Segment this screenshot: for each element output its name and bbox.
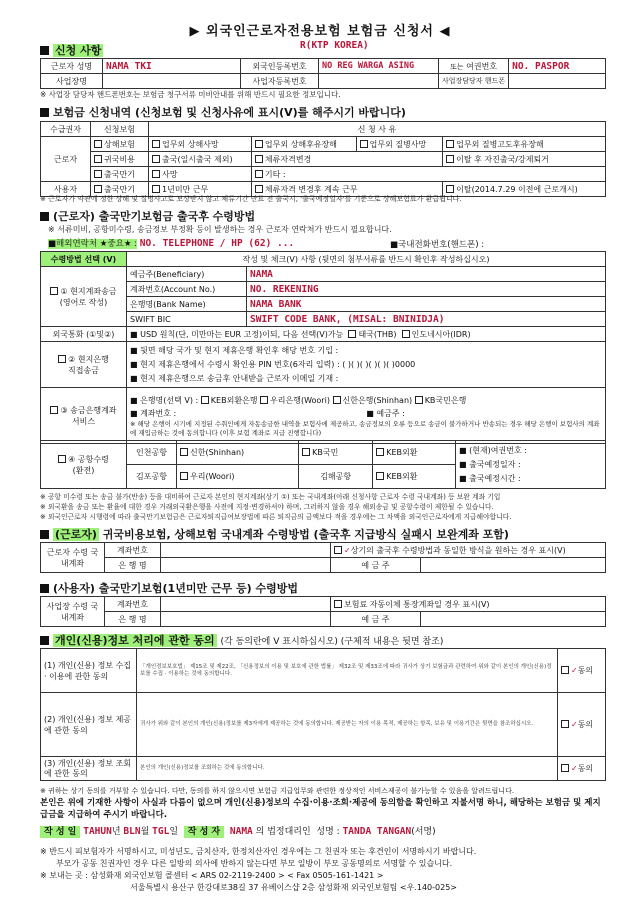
sign-label: 성명 : — [316, 827, 340, 837]
m3-holder[interactable]: ■ 예금주 : — [366, 408, 405, 418]
keb-label: KEB외환은행 — [210, 395, 258, 405]
incheon-shinhan: 신한(Shinhan) — [190, 448, 245, 457]
name-label: 근로자 성명 — [41, 59, 103, 74]
r2b-checkbox[interactable] — [255, 155, 263, 163]
overseas-value[interactable]: NO. TELEPHONE / HP (62) ... — [139, 238, 295, 249]
m3-label: ③ 송금은행계좌 — [60, 405, 117, 415]
payment-note-3: ※ 외국인근로자 시행령에 따라 출국만기보험금은 근로자퇴직급여보장법에 따른 퇴직금의 금액보다 적을 경우에는 그 차액을 외국인근로자에게 지급해야합니다. — [40, 513, 512, 521]
gimpo-label: 김포공항 — [127, 465, 177, 489]
footer-line1: ※ 반드시 피보험자가 서명하시고, 미성년도, 금치산자, 한정치산자인 경우에는 그 친권자 또는 후견인이 서명하시기 바랍니다. — [40, 847, 477, 856]
shinhan-label: 신한은행(Shinhan) — [342, 395, 413, 405]
worker-label: 근로자 — [41, 137, 91, 182]
consent3-title: (3) 개인(신용) 정보 조회에 관한 동의 — [41, 757, 137, 781]
airport-table — [40, 440, 606, 489]
consent-declaration: 본인은 위에 기재한 사항이 사실과 다름이 없으며 개인(신용)정보의 수집·이용·조회·제공에 동의함을 확인하고 지불서명 하니, 해당하는 보험금 및 제지급금을 지급하여 주시기 바랍니다. — [40, 798, 601, 820]
idr-checkbox[interactable] — [402, 330, 410, 338]
day-label: 일 — [169, 827, 179, 837]
consent2-title: (2) 개인(신용) 정보 제공에 관한 동의 — [41, 693, 137, 757]
employer-acct-field[interactable] — [161, 597, 331, 612]
domestic-row-label: 근로자 수령 국내계좌 — [41, 543, 105, 573]
gimhae-keb: KEB외환 — [386, 472, 418, 481]
r1c-label: 업무외 질병사망 — [369, 139, 427, 149]
section-claim: 보험금 신청내역 (신청보험 및 신청사유에 표시(V)를 해주시기 바랍니다) — [40, 104, 406, 120]
beneficiary-label: 예금주(Beneficiary) — [127, 267, 247, 282]
month-label: 월 — [140, 827, 150, 837]
domestic-acct-label: 계좌번호 — [105, 543, 161, 558]
domestic-bank-field[interactable] — [161, 558, 331, 573]
employer-label: 사용자 — [41, 182, 91, 197]
consent3-fine: 본인의 개인(신용)정보를 조회하는 것에 동의합니다. — [137, 757, 558, 781]
workplace-field[interactable] — [103, 74, 241, 89]
date-year[interactable]: TAHUN — [83, 826, 112, 837]
swift-value[interactable]: SWIFT CODE BANK, (MISAL: BNINIDJA) — [250, 313, 445, 325]
rep-label: 의 법정대리인 — [255, 827, 311, 837]
employer-row-label: 사업장 수령 국내계좌 — [41, 597, 105, 627]
consent2-agree: 동의 — [577, 720, 594, 729]
m4-label: ④ 공항수령 — [68, 454, 109, 464]
date-month[interactable]: BLN — [123, 826, 141, 837]
reg-label: 외국인등록번호 — [241, 59, 319, 74]
passport-field[interactable]: ■ (현재)여권번호 : — [459, 445, 527, 455]
r2c-checkbox[interactable] — [446, 155, 454, 163]
method-header: 수령방법 선택 (V) — [41, 252, 127, 267]
bankname-value[interactable]: NAMA BANK — [250, 298, 302, 310]
m3b-label: 서비스 — [71, 416, 96, 426]
r3b-label: 기타 : — [264, 169, 286, 179]
m1b-label: (영어로 작성) — [59, 297, 108, 307]
reg-value[interactable]: NO REG WARGA ASING — [322, 61, 415, 71]
section-employer: (사용자) 출국만기보험(1년미만 근무 등) 수령방법 — [40, 580, 298, 596]
consent-warning: ※ 귀하는 상기 동의를 거부할 수 있습니다. 다만, 동의를 하지 않으시면 보험금 지급업무와 관련한 정상적인 서비스제공이 불가능할 수 있음을 알려드립니다. — [40, 787, 515, 795]
woori-label: 우리은행(Woori) — [270, 395, 330, 405]
workplace-label: 사업장명 — [41, 74, 103, 89]
m2-pin[interactable]: ■ 현지 제휴은행에서 수령시 확인용 PIN 번호(6자리 입력) : ( )( )( )( )( )( )0000 — [130, 359, 416, 369]
domestic-holder-field[interactable] — [421, 558, 606, 573]
employer-bank-label: 은 행 명 — [105, 612, 161, 627]
incheon-keb-checkbox[interactable] — [376, 448, 384, 456]
r2b-label: 체류자격변경 — [264, 154, 312, 164]
gimpo-woori-checkbox[interactable] — [180, 472, 188, 480]
kb-checkbox[interactable] — [415, 396, 423, 404]
manager-phone-field[interactable] — [509, 74, 606, 89]
bizno-field[interactable] — [319, 74, 439, 89]
m2b-label: 직접송금 — [68, 365, 99, 375]
idr-label: 인도네시아(IDR) — [411, 329, 471, 339]
r3a-label: 사망 — [162, 169, 178, 179]
m2-line1: ■ 뒷면 해당 국가 및 현지 제휴은행 확인후 해당 번호 기입 : — [130, 345, 339, 355]
r1b-checkbox[interactable] — [255, 140, 263, 148]
r1a-label: 업무외 상해사망 — [162, 139, 219, 149]
m3-account[interactable]: ■ 계좌번호 : — [130, 408, 177, 418]
incheon-kb-checkbox[interactable] — [302, 448, 310, 456]
section-application: 신청 사항 — [40, 42, 103, 58]
ins3-checkbox[interactable] — [94, 170, 102, 178]
writer-value[interactable]: NAMA — [229, 826, 253, 837]
writer-label: 작 성 자 — [184, 826, 224, 838]
section-consent: 개인(신용)정보 처리에 관한 동의 (각 동의란에 V 표시하십시오) (구체적 내용은 뒷면 참조) — [40, 632, 443, 648]
consent2-fine: 귀사가 위와 같이 본인의 개인(신용)정보를 제3자에게 제공하는 것에 동의합니다. 제공받는 자의 이용 목적, 제공하는 항목, 보유 및 이용기간은 뒷면을 참조하십시오. — [137, 693, 558, 757]
autopay-label: 보험료 자동이체 통장계좌일 경우 표시(V) — [344, 599, 490, 609]
consent2-checkbox[interactable] — [561, 720, 569, 728]
method-desc: 작성 및 체크(V) 사항 (뒷면의 첨부서류를 반드시 확인후 작성하십시오) — [127, 252, 606, 267]
m3-bank-label: ■ 은행명(선택 V) : — [130, 395, 199, 405]
m4-checkbox[interactable] — [58, 455, 66, 463]
woori-checkbox[interactable] — [260, 396, 268, 404]
r4a-checkbox[interactable] — [152, 185, 160, 193]
consent3-agree: 동의 — [577, 764, 594, 773]
date-label: 작 성 일 — [40, 826, 80, 838]
account-label: 계좌번호(Account No.) — [127, 282, 247, 297]
bizno-label: 사업자등록번호 — [241, 74, 319, 89]
r3b-checkbox[interactable] — [255, 170, 263, 178]
thb-checkbox[interactable] — [348, 330, 356, 338]
claim-table — [40, 121, 606, 197]
footer — [40, 846, 476, 894]
r1a-checkbox[interactable] — [152, 140, 160, 148]
payment-notes — [40, 492, 511, 522]
r4b-label: 체류자격 변경후 계속 근무 — [264, 184, 358, 194]
r1d-label: 업무외 질병고도후유장해 — [456, 139, 544, 149]
domestic-phone-label: ■국내전화번호(핸드폰) : — [390, 240, 485, 250]
incheon-kb: KB국민 — [312, 448, 339, 457]
m1-checkbox[interactable] — [50, 287, 58, 295]
consent3-checkbox[interactable] — [561, 764, 569, 772]
departure-time-field[interactable]: ■ 출국예정시간 : — [459, 473, 521, 483]
sign-tail: (서명) — [411, 827, 436, 837]
m3-note: ※ 해당 은행이 시기에 지정된 수취인에게 자동송금한 내역을 보험사에 제공하고, 송금정보의 오류 등으로 송금이 불가하거나 반송되는 경우 해당 은행이 보험사의 계좌에 재입금하는 것에 동의합니다 (이후 보험 계좌로 지급 진행합니다) — [130, 419, 600, 437]
ins2-label: 귀국비용 — [104, 154, 135, 164]
passport-label: 여권번호 — [466, 61, 498, 71]
ins2-checkbox[interactable] — [94, 155, 102, 163]
r1b-label: 업무외 상해후유장해 — [264, 139, 338, 149]
r4b-checkbox[interactable] — [255, 185, 263, 193]
fx-label: 외국통화 (①및②) — [41, 327, 127, 342]
departure-date-field[interactable]: ■ 출국예정일자 : — [459, 459, 521, 469]
domestic-bank-label: 은 행 명 — [105, 558, 161, 573]
swift-label: SWIFT BIC — [127, 312, 247, 327]
bankname-label: 은행명(Bank Name) — [127, 297, 247, 312]
section-domestic: (근로자) 귀국비용보험, 상해보험 국내계좌 수령방법 (출국후 지급방식 실패시 보완계좌 포함) — [40, 526, 509, 542]
consent1-checkbox[interactable] — [561, 666, 569, 674]
consent-table: (1) 개인(신용) 정보 수집 · 이용에 관한 동의 「개인정보보호법」 제15조 및 제22조, 「신용정보의 이용 및 보호에 관한 법률」 제32조 및 제33조에 따라 귀사가 상기 보험금과 관련하여 위와 같이 본인의 개인(신용)정보를 수집 · 이용하는 것에 동의합니다. ✓동의 (2) 개인(신용) 정보 제공에 관한 동의 귀사가 위와 같이 본인의 개인(신용)정보를 제3자에게 제공하는 것에 동의합니다. 제공받는 자의 이용 목적, 제공하는 항목, 보유 및 이용기간은 뒷면을 참조하십시오. ✓동의 (3) 개인(신용) 정보 조회에 관한 동의 본인의 개인(신용)정보를 조회하는 것에 동의합니다. ✓동의 — [40, 648, 606, 781]
signature-row — [40, 824, 606, 842]
r1c-checkbox[interactable] — [360, 140, 368, 148]
domestic-holder-label: 예 금 주 — [331, 558, 421, 573]
payment-note-2: ※ 외국환을 송금 또는 환율에 대한 경우 거래외국환은행을 사전에 지정·변경하셔야 하며, 그러하지 않을 경우 해외송금 및 공항수령이 제한될 수 있습니다. — [40, 503, 494, 511]
payment-note-1: ※ 공항 미수령 또는 송금 불가(반송) 등을 대비하여 근로자 본인의 현지계좌(상기 ①) 또는 국내계좌(아래 신청사항 근로자 수령 국내계좌) 등 보완 계좌 기입 — [40, 493, 501, 501]
beneficiary-value[interactable]: NAMA — [250, 268, 273, 280]
ins4-checkbox[interactable] — [94, 185, 102, 193]
r2c-label: 이탈 후 자진출국/강제퇴거 — [456, 154, 549, 164]
kb-label: KB국민은행 — [424, 395, 467, 405]
footer-line2: 부모가 공동 친권자인 경우 다른 일방의 의사에 반하지 않는다면 부모 일방이 부모 공동명의로 서명할 수 있습니다. — [56, 859, 453, 868]
insurance-header: 신청보험 — [91, 122, 149, 137]
m1-label: ① 현지계좌송금 — [60, 286, 117, 296]
shinhan-checkbox[interactable] — [333, 396, 341, 404]
section-payment: (근로자) 출국만기보험금 출국후 수령방법 — [40, 208, 255, 224]
year-label: 년 — [111, 827, 121, 837]
gimhae-label: 김해공항 — [299, 465, 373, 489]
consent1-title: (1) 개인(신용) 정보 수집 · 이용에 관한 동의 — [41, 649, 137, 693]
name-value[interactable]: NAMA TKI — [106, 60, 152, 72]
employer-acct-label: 계좌번호 — [105, 597, 161, 612]
ins3-label: 출국만기 — [104, 169, 135, 179]
domestic-table: 근로자 수령 국내계좌 계좌번호 ✓상기의 출국후 수령방법과 동일한 방식을 원하는 경우 표시(V) 은 행 명 예 금 주 — [40, 542, 606, 573]
m2-label: ② 현지은행 — [68, 354, 109, 364]
same-method-checkbox[interactable] — [334, 546, 342, 554]
r4c-label: 이탈(2014.7.29 이전에 근로개시) — [456, 184, 578, 194]
handwritten-company: R(KTP KOREA) — [300, 40, 369, 51]
domestic-acct-field[interactable] — [161, 543, 331, 558]
r3a-checkbox[interactable] — [152, 170, 160, 178]
applicant-table — [40, 58, 606, 89]
passport-value[interactable]: NO. PASPOR — [512, 60, 570, 72]
ins1-checkbox[interactable] — [94, 140, 102, 148]
date-day[interactable]: TGL — [152, 826, 170, 837]
footer-line3: ※ 보내는 곳 : 삼성화재 외국인보험 콜센터 < ARS 02-2119-2400 > < Fax 0505-161-1421 > — [40, 871, 384, 880]
incheon-shinhan-checkbox[interactable] — [180, 448, 188, 456]
incheon-label: 인천공항 — [127, 441, 177, 465]
claim-note: ※ 근로자가 약관에 정한 상해 및 질병사고로 보상받지 않고 체류기간 만료 전 출국시, '출국예정일자'를 기준으로 상해보험료가 환급됩니다. — [40, 195, 462, 203]
keb-checkbox[interactable] — [201, 396, 209, 404]
footer-line4: 서울특별시 용산구 한강대로38길 37 유베이스샵 2층 삼성화재 외국인보험팀 <우.140-025> — [130, 883, 458, 892]
gimhae-keb-checkbox[interactable] — [376, 472, 384, 480]
m4b-label: (환전) — [72, 465, 95, 475]
m2-email[interactable]: ■ 현지 제휴은행으로 송금후 안내받을 근로자 이메일 기재 : — [130, 373, 339, 383]
autopay-checkbox[interactable] — [334, 600, 342, 608]
m3-checkbox[interactable] — [50, 406, 58, 414]
ins1-label: 상해보험 — [104, 139, 135, 149]
ins4-label: 출국만기 — [104, 184, 135, 194]
employer-table — [40, 596, 606, 627]
r2a-checkbox[interactable] — [152, 155, 160, 163]
fx-text: ■ USD 원칙(단, 미만마는 EUR 고정)이되, 다음 선택(V)가능 — [130, 329, 344, 339]
recipient-header: 수급권자 — [41, 122, 91, 137]
m2-checkbox[interactable] — [58, 355, 66, 363]
account-value[interactable]: NO. REKENING — [250, 283, 319, 295]
form-title: ▶ 외국인근로자전용보험 보험금 신청서 ◀ — [189, 24, 451, 39]
r4c-checkbox[interactable] — [446, 185, 454, 193]
signature-value[interactable]: TANDA TANGAN — [342, 826, 412, 837]
r1d-checkbox[interactable] — [446, 140, 454, 148]
reason-header: 신 청 사 유 — [149, 122, 606, 137]
gimpo-woori: 우리(Woori) — [190, 472, 235, 481]
consent1-agree: 동의 — [577, 666, 594, 675]
payment-subnote: ※ 서류미비, 공항미수령, 송금정보 부정확 등이 발생하는 경우 근로자 연락처가 반드시 필요합니다. — [48, 225, 392, 234]
overseas-contact — [48, 237, 294, 249]
employer-holder-label: 예 금 주 — [331, 612, 421, 627]
r2a-label: 출국(일시출국 제외) — [162, 154, 233, 164]
consent1-fine: 「개인정보보호법」 제15조 및 제22조, 「신용정보의 이용 및 보호에 관한 법률」 제32조 및 제33조에 따라 귀사가 상기 보험금과 관련하여 위와 같이 본인의 개인(신용)정보를 수집 · 이용하는 것에 동의합니다. — [137, 649, 558, 693]
employer-holder-field[interactable] — [421, 612, 606, 627]
or-label: 또는 — [450, 62, 464, 71]
applicant-note: ※ 사업장 담당자 핸드폰번호는 보험금 청구서류 미비안내를 위해 반드시 필요한 정보입니다. — [40, 90, 341, 99]
thb-label: 태국(THB) — [358, 329, 397, 339]
r4a-label: 1년미만 근무 — [162, 184, 209, 194]
payment-table — [40, 251, 606, 444]
employer-bank-field[interactable] — [161, 612, 331, 627]
overseas-label: ■해외연락처 ★중요★ : — [48, 239, 138, 249]
same-method-label: 상기의 출국후 수령방법과 동일한 방식을 원하는 경우 표시(V) — [350, 545, 566, 555]
manager-phone-label: 사업장담당자 핸드폰 — [439, 74, 509, 89]
incheon-keb: KEB외환 — [386, 448, 418, 457]
